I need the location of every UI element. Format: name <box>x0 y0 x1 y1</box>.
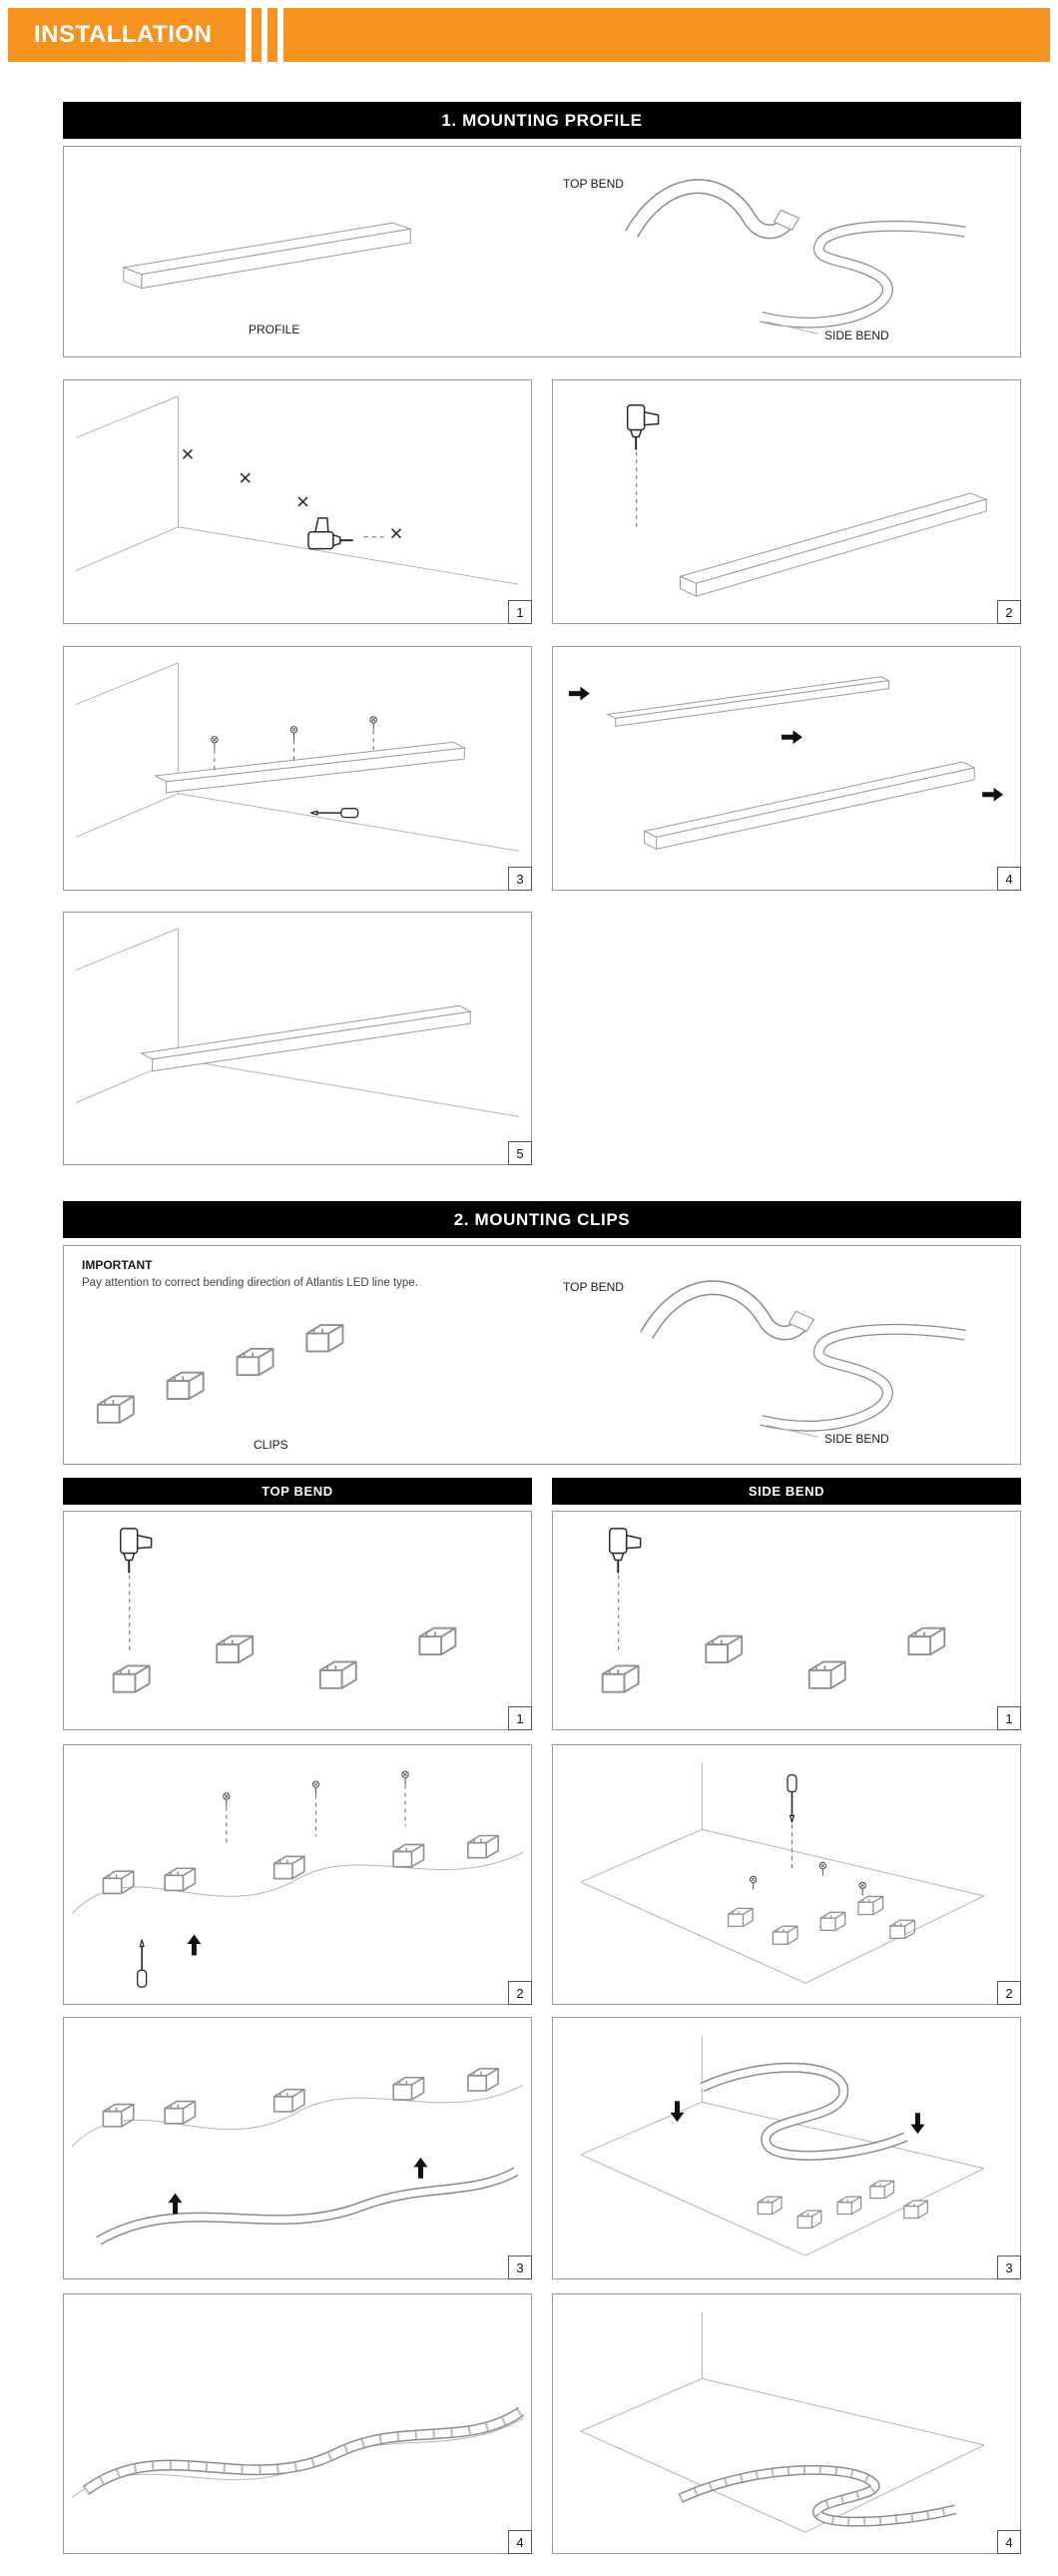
clip-icon <box>274 1856 304 1878</box>
profile-drawing <box>124 223 410 288</box>
profile-step-3-illustration <box>64 647 531 890</box>
screw-icon <box>402 1771 408 1784</box>
top-bend-label: TOP BEND <box>563 177 624 191</box>
top-bend-drawing <box>647 1288 814 1335</box>
header-bar <box>283 8 1050 62</box>
side-bend-step-4-illustration <box>553 2294 1020 2553</box>
top-bend-column-title: TOP BEND <box>262 1484 333 1499</box>
profile-step-2-illustration <box>553 380 1020 623</box>
arrow-up-icon <box>169 2194 183 2215</box>
top-bend-step-1-illustration <box>64 1512 531 1729</box>
clip-icon <box>904 2201 928 2218</box>
step-number-badge: 3 <box>508 867 532 891</box>
section2-title: 2. MOUNTING CLIPS <box>453 1209 631 1229</box>
side-bend-step-2-panel <box>552 1744 1021 2005</box>
step-number-badge: 3 <box>997 2255 1021 2279</box>
x-mark-icon <box>183 449 192 458</box>
top-bend-drawing <box>632 187 799 234</box>
profile-step-2-panel <box>552 379 1021 624</box>
top-bend-step-2-panel <box>63 1744 532 2005</box>
clip-icon <box>773 1926 797 1944</box>
clip-icon <box>306 1325 342 1351</box>
clip-icon <box>729 1908 754 1926</box>
clip-icon <box>103 2105 133 2127</box>
clip-icon <box>468 2069 498 2091</box>
clips-label: CLIPS <box>254 1438 288 1452</box>
led-line-drawing <box>702 2068 905 2156</box>
side-bend-step-3-illustration <box>553 2018 1020 2278</box>
step-number-badge: 4 <box>997 2530 1021 2554</box>
drill-icon <box>628 405 659 450</box>
step-number-badge: 1 <box>997 1706 1021 1730</box>
x-mark-icon <box>241 473 250 482</box>
clip-icon <box>238 1349 273 1375</box>
screw-icon <box>750 1876 756 1889</box>
profile-step-5-illustration <box>64 913 531 1164</box>
profile-step-1-illustration <box>64 380 531 623</box>
header-stripe-1 <box>252 8 262 62</box>
profile-label: PROFILE <box>249 322 300 336</box>
section1-title: 1. MOUNTING PROFILE <box>441 110 643 130</box>
page-content <box>63 102 1021 2554</box>
top-bend-step-2-illustration <box>64 1745 531 2004</box>
clip-icon <box>870 2181 894 2198</box>
clip-icon <box>274 2090 304 2112</box>
arrow-icon <box>982 788 1003 802</box>
header-stripe-2 <box>267 8 277 62</box>
header-title-block <box>8 8 246 62</box>
clip-icon <box>858 1896 883 1914</box>
side-bend-step-1-illustration <box>553 1512 1020 1729</box>
arrow-icon <box>569 687 590 701</box>
important-note: Pay attention to correct bending direction of Atlantis LED line type. <box>82 1277 418 1289</box>
step-number-badge: 3 <box>508 2255 532 2279</box>
arrow-icon <box>782 730 802 744</box>
step-number-badge: 4 <box>508 2530 532 2554</box>
top-bend-step-1-panel <box>63 1511 532 1730</box>
profile-drawing <box>680 493 986 596</box>
screwdriver-icon <box>310 809 357 818</box>
arrow-up-icon <box>414 2158 428 2179</box>
section2-title-bar <box>63 1201 1021 1238</box>
clips-overview-panel <box>63 1245 1021 1465</box>
side-bend-step-2-illustration <box>553 1745 1020 2004</box>
floor-drawing <box>581 2312 984 2532</box>
top-bend-step-3-panel <box>63 2017 532 2279</box>
screw-icon <box>312 1781 318 1794</box>
clip-icon <box>168 1373 204 1399</box>
drill-and-clips-drawing <box>603 1529 945 1692</box>
side-bend-label: SIDE BEND <box>824 328 889 342</box>
step-number-badge: 4 <box>997 867 1021 891</box>
led-line-drawing <box>99 2172 516 2241</box>
step-number-badge: 2 <box>508 1981 532 2005</box>
side-bend-column-title: SIDE BEND <box>748 1484 825 1499</box>
clip-icon <box>165 1868 195 1890</box>
arrow-up-icon <box>187 1935 201 1956</box>
profile-step-3-panel <box>63 646 532 891</box>
screw-icon <box>290 727 296 740</box>
top-bend-step-4-panel <box>63 2293 532 2554</box>
clip-icon <box>393 2078 423 2100</box>
profile-overview-panel <box>63 146 1021 357</box>
side-bend-step-4-panel <box>552 2293 1021 2554</box>
side-bend-drawing <box>762 226 966 322</box>
arrow-down-icon <box>910 2113 924 2134</box>
x-mark-icon <box>298 497 307 506</box>
profile-step-1-panel <box>63 379 532 624</box>
screwdriver-icon <box>788 1775 796 1822</box>
side-bend-label: SIDE BEND <box>824 1432 889 1446</box>
x-mark-icon <box>392 529 401 538</box>
clip-icon <box>890 1920 915 1938</box>
clip-icon <box>837 2197 861 2214</box>
arrow-down-icon <box>670 2101 684 2122</box>
step-number-badge: 1 <box>508 1706 532 1730</box>
clip-icon <box>393 1844 423 1866</box>
drill-and-clips-drawing <box>114 1529 456 1692</box>
profile-drawing <box>142 1005 471 1070</box>
clip-icon <box>103 1871 133 1893</box>
important-label: IMPORTANT <box>82 1258 153 1272</box>
profile-step-4-illustration <box>553 647 1020 890</box>
led-line-drawing <box>608 677 889 727</box>
page-header <box>8 8 1050 62</box>
clip-icon <box>820 1912 845 1930</box>
screw-icon <box>212 737 218 750</box>
room-corner-drawing <box>76 396 519 584</box>
clip-icon <box>797 2211 821 2228</box>
step-number-badge: 2 <box>997 1981 1021 2005</box>
screw-icon <box>370 717 376 730</box>
profile-drawing <box>645 762 975 849</box>
profile-step-4-panel <box>552 646 1021 891</box>
profile-step-5-panel <box>63 912 532 1165</box>
step-number-badge: 2 <box>997 600 1021 624</box>
clip-icon <box>468 1836 498 1858</box>
side-bend-drawing <box>762 1329 966 1426</box>
clip-icon <box>165 2102 195 2124</box>
section1-title-bar <box>63 102 1021 139</box>
side-bend-column-header <box>552 1478 1021 1505</box>
top-bend-step-3-illustration <box>64 2018 531 2278</box>
side-bend-step-1-panel <box>552 1511 1021 1730</box>
clip-icon <box>758 2197 782 2214</box>
screwdriver-icon <box>138 1940 147 1987</box>
drill-icon <box>308 518 353 549</box>
top-bend-label: TOP BEND <box>563 1280 624 1294</box>
clip-icon <box>98 1396 134 1422</box>
profile-drawing <box>156 742 465 793</box>
profile-overview-illustration <box>64 147 1020 356</box>
step-number-badge: 1 <box>508 600 532 624</box>
page-title: INSTALLATION <box>34 21 213 48</box>
screw-icon <box>819 1862 825 1875</box>
step-number-badge: 5 <box>508 1141 532 1165</box>
top-bend-step-4-illustration <box>64 2294 531 2553</box>
top-bend-column-header <box>63 1478 532 1505</box>
side-bend-step-3-panel <box>552 2017 1021 2279</box>
screw-icon <box>224 1793 230 1806</box>
screw-icon <box>859 1882 865 1895</box>
floor-drawing <box>581 1763 984 1983</box>
led-line-drawing <box>86 2411 521 2490</box>
